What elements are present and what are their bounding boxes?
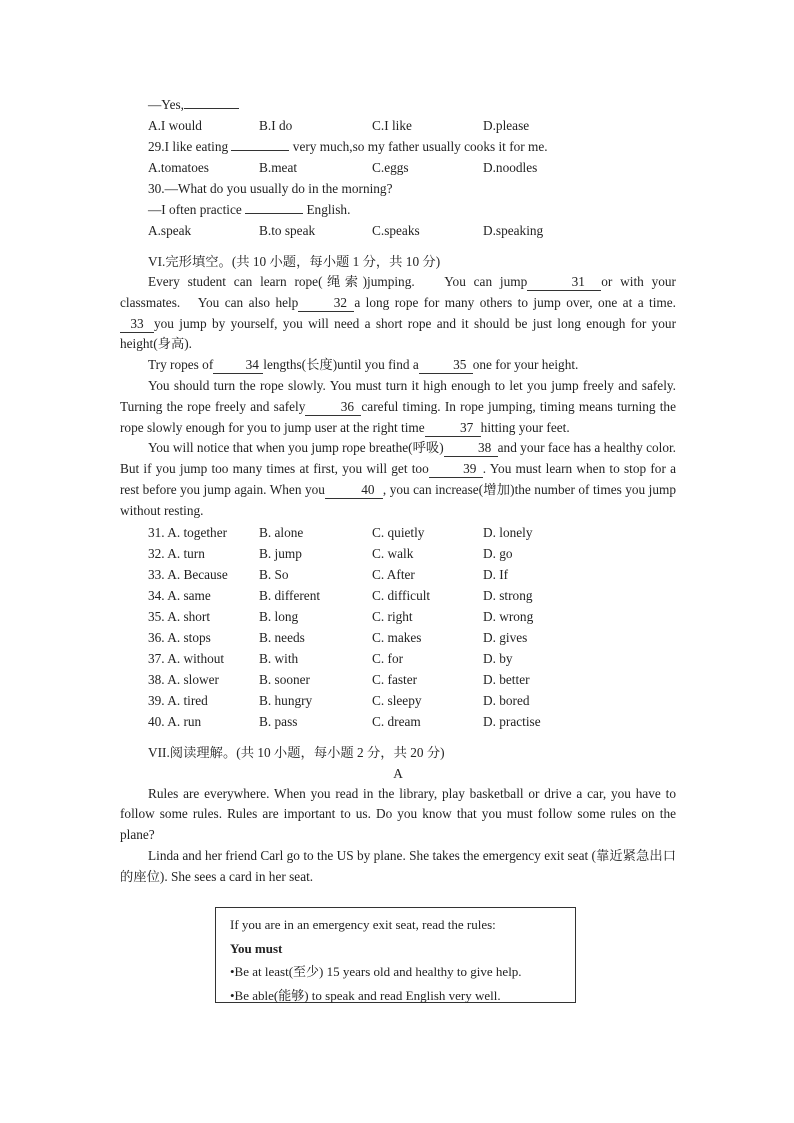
choice-row-40 <box>120 711 676 732</box>
choice-34-a: 34. A. same <box>148 587 211 603</box>
choice-36-c: C. makes <box>372 629 422 645</box>
choice-row-31 <box>120 522 676 543</box>
choice-row-36 <box>120 627 676 648</box>
card-intro: If you are in an emergency exit seat, read the rules: <box>230 917 496 932</box>
choice-37-b: B. with <box>259 650 299 666</box>
choice-row-33 <box>120 564 676 585</box>
p3-text-d: hitting your feet. <box>480 419 570 435</box>
blank-31: 31 <box>527 274 601 291</box>
choice-35-b: B. long <box>259 608 299 624</box>
choice-31-d: D. lonely <box>483 524 533 540</box>
q28-option-c: C.I like <box>372 118 412 133</box>
choice-37-a: 37. A. without <box>148 650 225 666</box>
q28-option-d: D.please <box>483 118 530 133</box>
p4-text-c: and your face has a healthy color. But if you jump too many times at first, you will get too <box>120 440 677 477</box>
choice-row-39 <box>120 690 676 711</box>
section6-paragraph-1 <box>120 272 676 355</box>
p2-text-d: one for your height. <box>472 357 579 373</box>
q29-options <box>120 157 676 178</box>
choice-36-d: D. gives <box>483 629 528 645</box>
choice-31-a: 31. A. together <box>148 524 228 540</box>
choice-37-c: C. for <box>372 650 404 666</box>
q28-blank <box>184 94 239 109</box>
choice-32-c: C. walk <box>372 545 414 561</box>
section6-paragraph-2 <box>120 355 676 376</box>
choice-row-35 <box>120 606 676 627</box>
choice-35-a: 35. A. short <box>148 608 211 624</box>
q28-answer-line <box>120 94 676 115</box>
p1-text-a: Every student can learn rope(绳索)jumping. You can jump <box>148 274 528 289</box>
choice-row-32 <box>120 543 676 564</box>
p2-text-a: Try ropes of <box>148 357 214 373</box>
p3-text-a: You should turn the rope slowly. You must turn it high enough to let you jump freely and safely. Turning the rope freely and safely <box>120 377 676 414</box>
choice-39-d: D. bored <box>483 692 530 708</box>
choice-31-b: B. alone <box>259 524 304 540</box>
p1-text-e: you jump by yourself, you will need a short rope and it should be just long enough for your height(身高). <box>120 315 676 352</box>
choice-34-c: C. difficult <box>372 587 431 603</box>
choice-40-c: C. dream <box>372 713 421 729</box>
choice-35-d: D. wrong <box>483 608 534 624</box>
q28-options <box>120 115 676 136</box>
p4-text-e: , you can increase(增加)the number of times you jump without resting. <box>120 481 677 518</box>
choice-32-b: B. jump <box>259 545 302 561</box>
section7-title: VII.阅读理解。(共 10 小题，每小题 2 分，共 20 分) <box>148 744 445 760</box>
choice-33-c: C. After <box>372 566 415 582</box>
q30-stem: 30.—What do you usually do in the morning? <box>148 181 393 196</box>
blank-36: 36 <box>305 399 361 416</box>
q30-blank <box>245 199 303 214</box>
section7-part-label: A <box>393 765 403 781</box>
q29-option-d: D.noodles <box>483 160 538 175</box>
q28-answer-prefix: —Yes, <box>148 97 184 112</box>
choice-33-b: B. So <box>259 566 289 582</box>
choice-34-b: B. different <box>259 587 321 603</box>
section6-choices <box>120 522 676 732</box>
card-rule-1: •Be at least(至少) 15 years old and healthy to give help. <box>230 964 522 979</box>
section6-paragraph-3 <box>120 376 676 438</box>
blank-35: 35 <box>419 357 473 374</box>
emergency-rules-card <box>215 907 576 1003</box>
choice-34-d: D. strong <box>483 587 533 603</box>
q30-answer-line <box>120 199 676 220</box>
q29-option-b: B.meat <box>259 160 298 175</box>
q30-option-b: B.to speak <box>259 223 316 238</box>
blank-37: 37 <box>425 420 481 437</box>
choice-36-a: 36. A. stops <box>148 629 211 645</box>
q30-option-a: A.speak <box>148 223 192 238</box>
choice-31-c: C. quietly <box>372 524 425 540</box>
q30-answer-a: —I often practice <box>148 202 242 217</box>
blank-32: 32 <box>298 295 354 312</box>
p1-text-d: a long rope for many others to jump over, one at a time. <box>354 294 676 310</box>
q30-option-c: C.speaks <box>372 223 420 238</box>
choice-row-34 <box>120 585 676 606</box>
choice-39-b: B. hungry <box>259 692 313 708</box>
p2-text-c: lengths(长度)until you find a <box>263 357 419 373</box>
blank-34: 34 <box>213 357 263 374</box>
choice-39-a: 39. A. tired <box>148 692 208 708</box>
q29-stem-b: very much,so my father usually cooks it for me. <box>292 139 548 154</box>
section7-paragraph-2: Linda and her friend Carl go to the US by plane. She takes the emergency exit seat (靠近紧急出口的座位). She sees a card in her seat. <box>120 847 676 884</box>
p4-text-d: . You must learn when to stop for a rest before you jump again. When you <box>120 461 676 497</box>
blank-38: 38 <box>444 440 498 457</box>
q29-option-c: C.eggs <box>372 160 409 175</box>
blank-39: 39 <box>429 461 483 478</box>
choice-40-a: 40. A. run <box>148 713 202 729</box>
q29-blank <box>231 136 289 151</box>
choice-38-b: B. sooner <box>259 671 310 687</box>
q29-option-a: A.tomatoes <box>148 160 209 175</box>
choice-33-d: D. If <box>483 566 509 582</box>
section6-paragraph-4 <box>120 438 676 521</box>
q29-stem-a: 29.I like eating <box>148 139 229 154</box>
choice-row-37 <box>120 648 676 669</box>
choice-36-b: B. needs <box>259 629 305 645</box>
p3-text-c: careful timing. In rope jumping, timing means turning the rope slowly enough for you to jump user at the right time <box>120 398 676 435</box>
card-heading: You must <box>230 940 283 956</box>
q30-option-d: D.speaking <box>483 223 544 238</box>
choice-39-c: C. sleepy <box>372 692 422 708</box>
choice-row-38 <box>120 669 676 690</box>
choice-38-d: D. better <box>483 671 530 687</box>
section6-title: VI.完形填空。(共 10 小题，每小题 1 分，共 10 分) <box>148 254 441 269</box>
choice-38-c: C. faster <box>372 671 418 687</box>
choice-40-b: B. pass <box>259 713 298 729</box>
blank-40: 40 <box>325 482 383 499</box>
p1-text-c: or with your classmates. You can also help <box>120 274 676 310</box>
q30-answer-b: English. <box>306 202 351 217</box>
section7-paragraph-1: Rules are everywhere. When you read in the library, play basketball or drive a car, you have to follow some rules. Rules are important to us. Do you know that you must follow some rules on the plane? <box>120 785 676 843</box>
choice-38-a: 38. A. slower <box>148 671 219 687</box>
choice-32-a: 32. A. turn <box>148 545 205 561</box>
q28-option-a: A.I would <box>148 118 202 133</box>
choice-32-d: D. go <box>483 545 513 561</box>
choice-40-d: D. practise <box>483 713 541 729</box>
p4-text-a: You will notice that when you jump rope breathe(呼吸) <box>148 440 444 456</box>
q29-stem <box>120 136 676 157</box>
exam-page <box>120 94 676 888</box>
choice-37-d: D. by <box>483 650 513 666</box>
q30-options <box>120 220 676 241</box>
choice-33-a: 33. A. Because <box>148 566 228 582</box>
blank-33: 33 <box>120 316 154 333</box>
card-rule-2: •Be able(能够) to speak and read English very well. <box>230 987 501 1003</box>
q28-option-b: B.I do <box>259 118 293 133</box>
choice-35-c: C. right <box>372 608 413 624</box>
